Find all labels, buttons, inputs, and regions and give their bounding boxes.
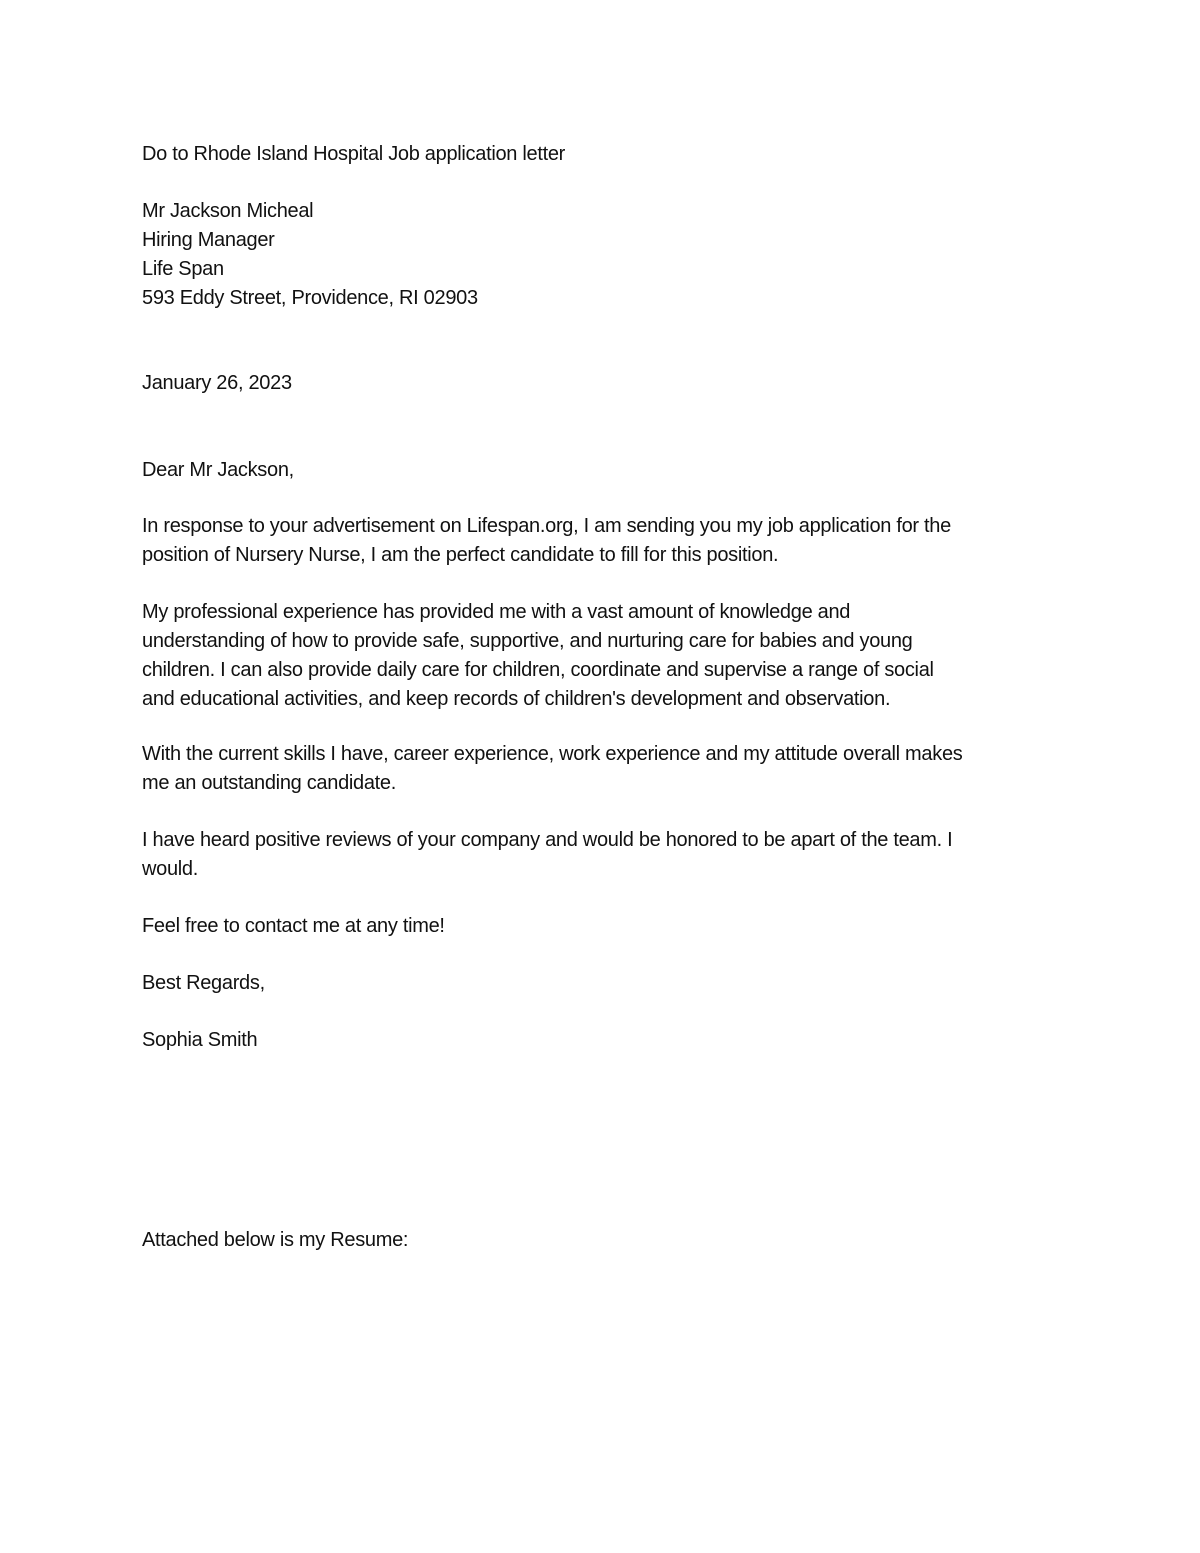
paragraph-line: and educational activities, and keep records of children's development and observation. <box>142 688 891 710</box>
attachment-note: Attached below is my Resume: <box>142 1229 409 1251</box>
paragraph-line: would. <box>142 858 199 880</box>
body-paragraph-2 <box>142 598 1072 714</box>
salutation: Dear Mr Jackson, <box>142 459 294 481</box>
paragraph-line: With the current skills I have, career experience, work experience and my attitude overall makes <box>142 743 963 765</box>
letter-date: January 26, 2023 <box>142 372 292 394</box>
recipient-name: Mr Jackson Micheal <box>142 200 314 222</box>
paragraph-line: me an outstanding candidate. <box>142 772 397 794</box>
paragraph-line: children. I can also provide daily care for children, coordinate and supervise a range of social <box>142 659 934 681</box>
paragraph-line: I have heard positive reviews of your company and would be honored to be apart of the team. I <box>142 829 953 851</box>
body-paragraph-1 <box>142 512 1072 570</box>
recipient-address: 593 Eddy Street, Providence, RI 02903 <box>142 287 478 309</box>
body-paragraph-3 <box>142 740 1072 798</box>
recipient-company: Life Span <box>142 258 224 280</box>
recipient-title: Hiring Manager <box>142 229 275 251</box>
paragraph-line: understanding of how to provide safe, supportive, and nurturing care for babies and young <box>142 630 913 652</box>
paragraph-line: position of Nursery Nurse, I am the perfect candidate to fill for this position. <box>142 544 779 566</box>
paragraph-line: In response to your advertisement on Lifespan.org, I am sending you my job application for the <box>142 515 951 537</box>
paragraph-line: My professional experience has provided me with a vast amount of knowledge and <box>142 601 851 623</box>
body-paragraph-4 <box>142 826 1072 884</box>
letter-subject: Do to Rhode Island Hospital Job application letter <box>142 143 566 165</box>
body-paragraph-5: Feel free to contact me at any time! <box>142 915 445 937</box>
closing: Best Regards, <box>142 972 265 994</box>
signature-name: Sophia Smith <box>142 1029 258 1051</box>
